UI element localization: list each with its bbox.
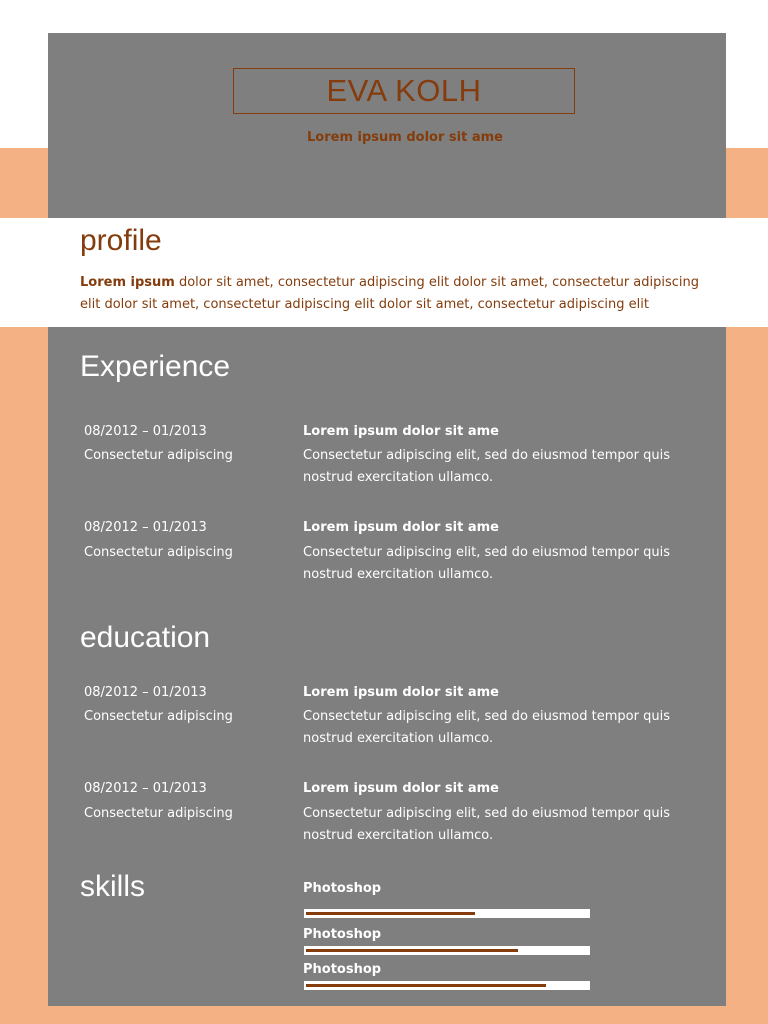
experience-left-text: Consectetur adipiscing: [84, 545, 233, 560]
profile-body: dolor sit amet, consectetur adipiscing elit dolor sit amet, consectetur adipiscing elit dolor sit amet, consectetur adipiscing elit dolor sit amet, consectetur adipiscing elit: [80, 275, 700, 312]
education-left-text: Consectetur adipiscing: [84, 806, 233, 821]
skill-bar-fill: [306, 912, 475, 915]
name-box: [233, 68, 575, 114]
experience-heading: Lorem ipsum dolor sit ame: [303, 424, 499, 439]
experience-date: 08/2012 – 01/2013: [84, 520, 207, 535]
resume-subtitle: Lorem ipsum dolor sit ame: [307, 130, 503, 145]
experience-description: Consectetur adipiscing elit, sed do eiusmod tempor quis nostrud exercitation ullamco.: [303, 448, 670, 485]
education-description: Consectetur adipiscing elit, sed do eiusmod tempor quis nostrud exercitation ullamco.: [303, 806, 670, 843]
education-description: Consectetur adipiscing elit, sed do eiusmod tempor quis nostrud exercitation ullamco.: [303, 709, 670, 746]
education-date: 08/2012 – 01/2013: [84, 781, 207, 796]
experience-date: 08/2012 – 01/2013: [84, 424, 207, 439]
profile-text: [80, 272, 720, 316]
experience-description: Consectetur adipiscing elit, sed do eiusmod tempor quis nostrud exercitation ullamco.: [303, 545, 670, 582]
resume-name: EVA KOLH: [326, 73, 482, 108]
experience-left-text: Consectetur adipiscing: [84, 448, 233, 463]
skills-title: skills: [80, 870, 145, 903]
skill-bar-fill: [306, 984, 546, 987]
education-heading: Lorem ipsum dolor sit ame: [303, 781, 499, 796]
profile-title: profile: [80, 224, 162, 257]
education-title: education: [80, 621, 211, 654]
profile-lead: Lorem ipsum: [80, 275, 175, 290]
skill-label: Photoshop: [303, 927, 382, 942]
education-date: 08/2012 – 01/2013: [84, 685, 207, 700]
experience-heading: Lorem ipsum dolor sit ame: [303, 520, 499, 535]
skill-label: Photoshop: [303, 962, 382, 977]
skill-bar: [304, 981, 590, 990]
skill-bar: [304, 909, 590, 918]
education-heading: Lorem ipsum dolor sit ame: [303, 685, 499, 700]
experience-title: Experience: [80, 350, 231, 383]
education-left-text: Consectetur adipiscing: [84, 709, 233, 724]
skill-label: Photoshop: [303, 881, 382, 896]
skill-bar-fill: [306, 949, 518, 952]
skill-bar: [304, 946, 590, 955]
